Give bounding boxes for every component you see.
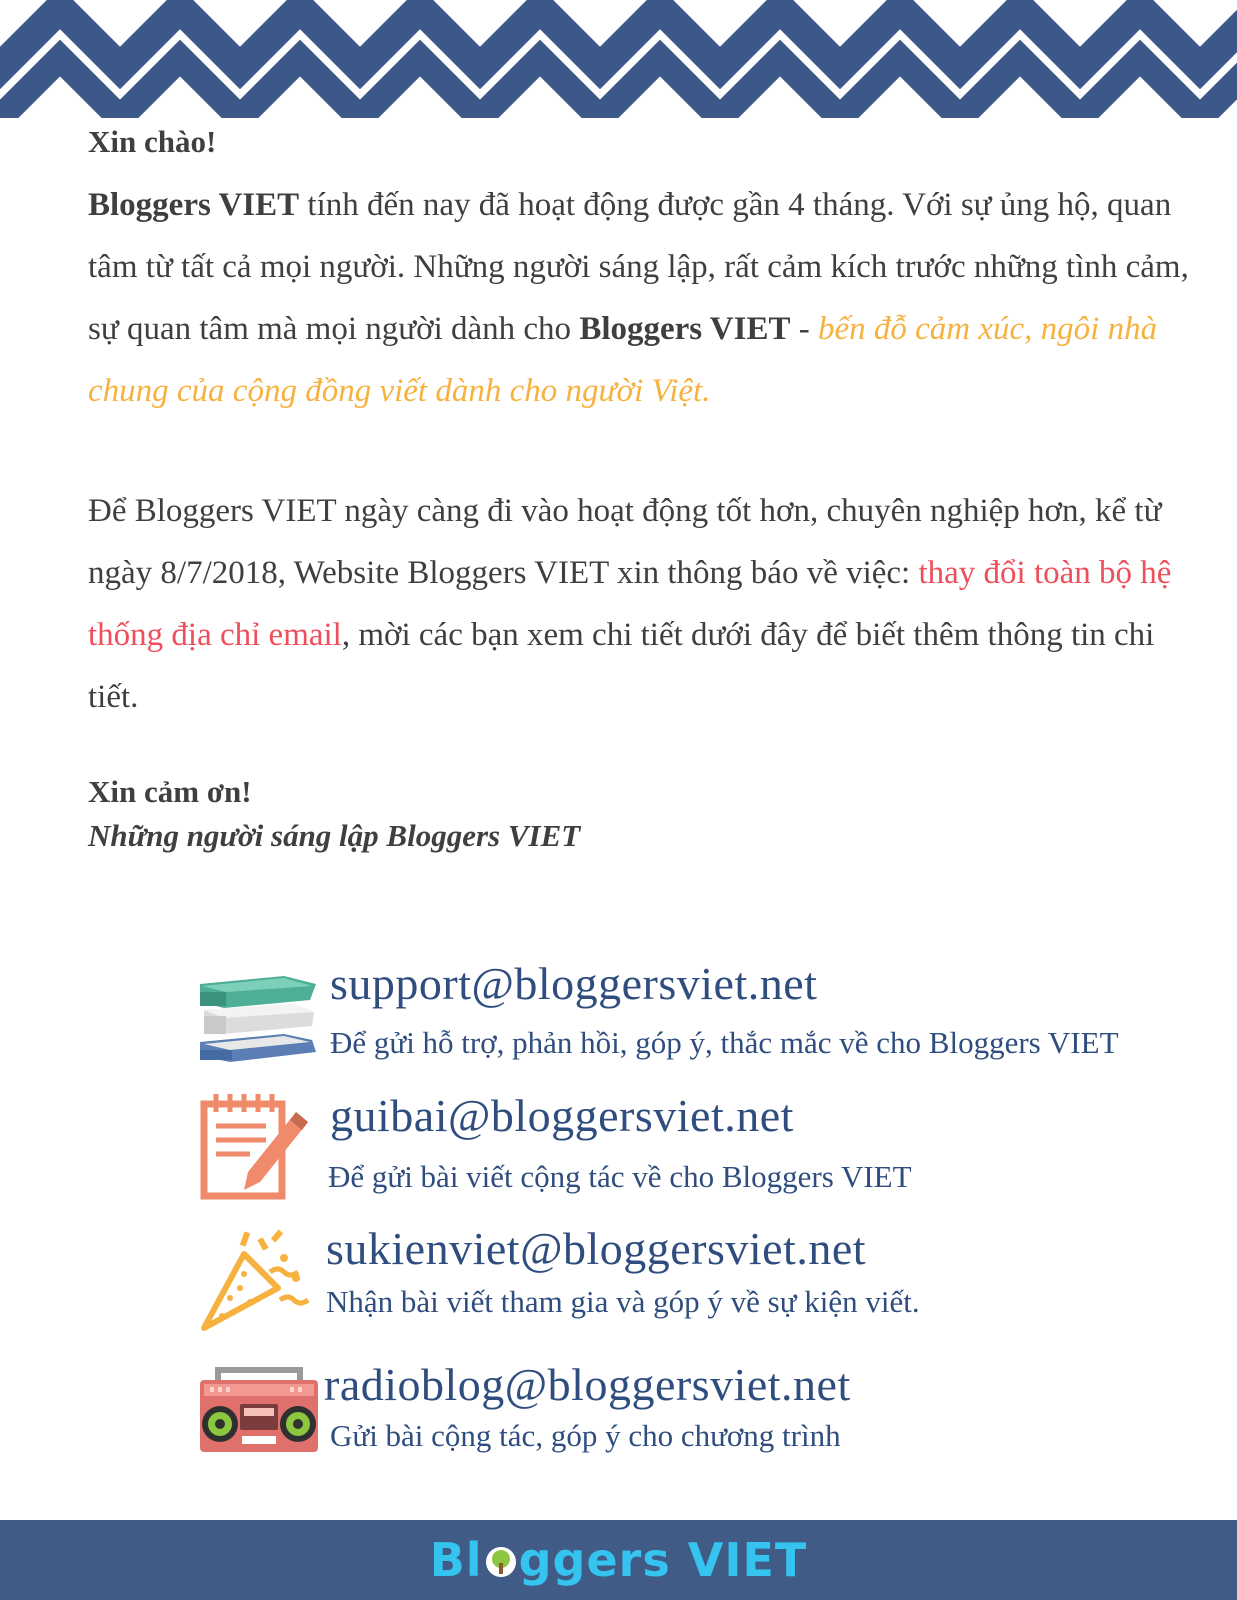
radioblog-email-link[interactable]: radioblog@bloggersviet.net (324, 1359, 851, 1410)
party-popper-icon (200, 1228, 312, 1340)
footer-logo (0, 1520, 1237, 1600)
radioblog-email-description: Gửi bài cộng tác, góp ý cho chương trình (330, 1418, 841, 1453)
tree-icon (484, 1545, 518, 1579)
notice-text: Để Bloggers VIET ngày càng đi vào hoạt động tốt hơn, chuyên nghiệp hơn, kể từ ngày 8/7/2018, Website Bloggers VIET xin thông báo về việc: (88, 493, 1162, 591)
contact-guibai (200, 1085, 1210, 1205)
notepad-pencil-icon (200, 1090, 312, 1202)
intro-paragraph (88, 174, 1208, 422)
brand-part-2: ggers VIET (518, 1533, 808, 1587)
signature: Những người sáng lập Bloggers VIET (88, 818, 581, 853)
radio-boombox-icon (200, 1366, 318, 1452)
notice-highlight: thay đổi toàn bộ hệ thống địa chỉ email (88, 555, 1172, 653)
support-email-description: Để gửi hỗ trợ, phản hồi, góp ý, thắc mắc về cho Bloggers VIET (330, 1025, 1119, 1060)
letter-body (88, 118, 1208, 854)
contact-support (200, 958, 1210, 1075)
greeting: Xin chào! (88, 124, 217, 159)
footer-bar (0, 1520, 1237, 1600)
contact-sukienviet (200, 1220, 1210, 1340)
notice-paragraph (88, 480, 1208, 728)
brand-part-1: Bl (429, 1533, 483, 1587)
brand-name: Bloggers VIET (579, 311, 791, 347)
intro-text: tính đến nay đã hoạt động được gần 4 tháng. Với sự ủng hộ, quan tâm từ tất cả mọi người. Những người sáng lập, rất cảm kích trước những tình cảm, sự quan tâm mà mọi người dành cho (88, 187, 1189, 347)
books-icon (200, 970, 320, 1070)
brand-logo (430, 1530, 808, 1590)
support-email-link[interactable]: support@bloggersviet.net (330, 958, 818, 1009)
sukienviet-email-description: Nhận bài viết tham gia và góp ý về sự kiện viết. (326, 1284, 920, 1319)
brand-name: Bloggers VIET (88, 187, 300, 223)
notice-text-end: , mời các bạn xem chi tiết dưới đây để biết thêm thông tin chi tiết. (88, 617, 1155, 715)
guibai-email-link[interactable]: guibai@bloggersviet.net (330, 1090, 794, 1141)
guibai-email-description: Để gửi bài viết cộng tác về cho Bloggers VIET (328, 1159, 912, 1194)
contact-radioblog (200, 1358, 1210, 1468)
dash: - (790, 311, 818, 347)
tagline: bến đỗ cảm xúc, ngôi nhà chung của cộng đồng viết dành cho người Việt. (88, 311, 1158, 409)
sukienviet-email-link[interactable]: sukienviet@bloggersviet.net (326, 1223, 867, 1274)
thanks: Xin cảm ơn! (88, 774, 252, 809)
zigzag-header-pattern (0, 0, 1237, 118)
